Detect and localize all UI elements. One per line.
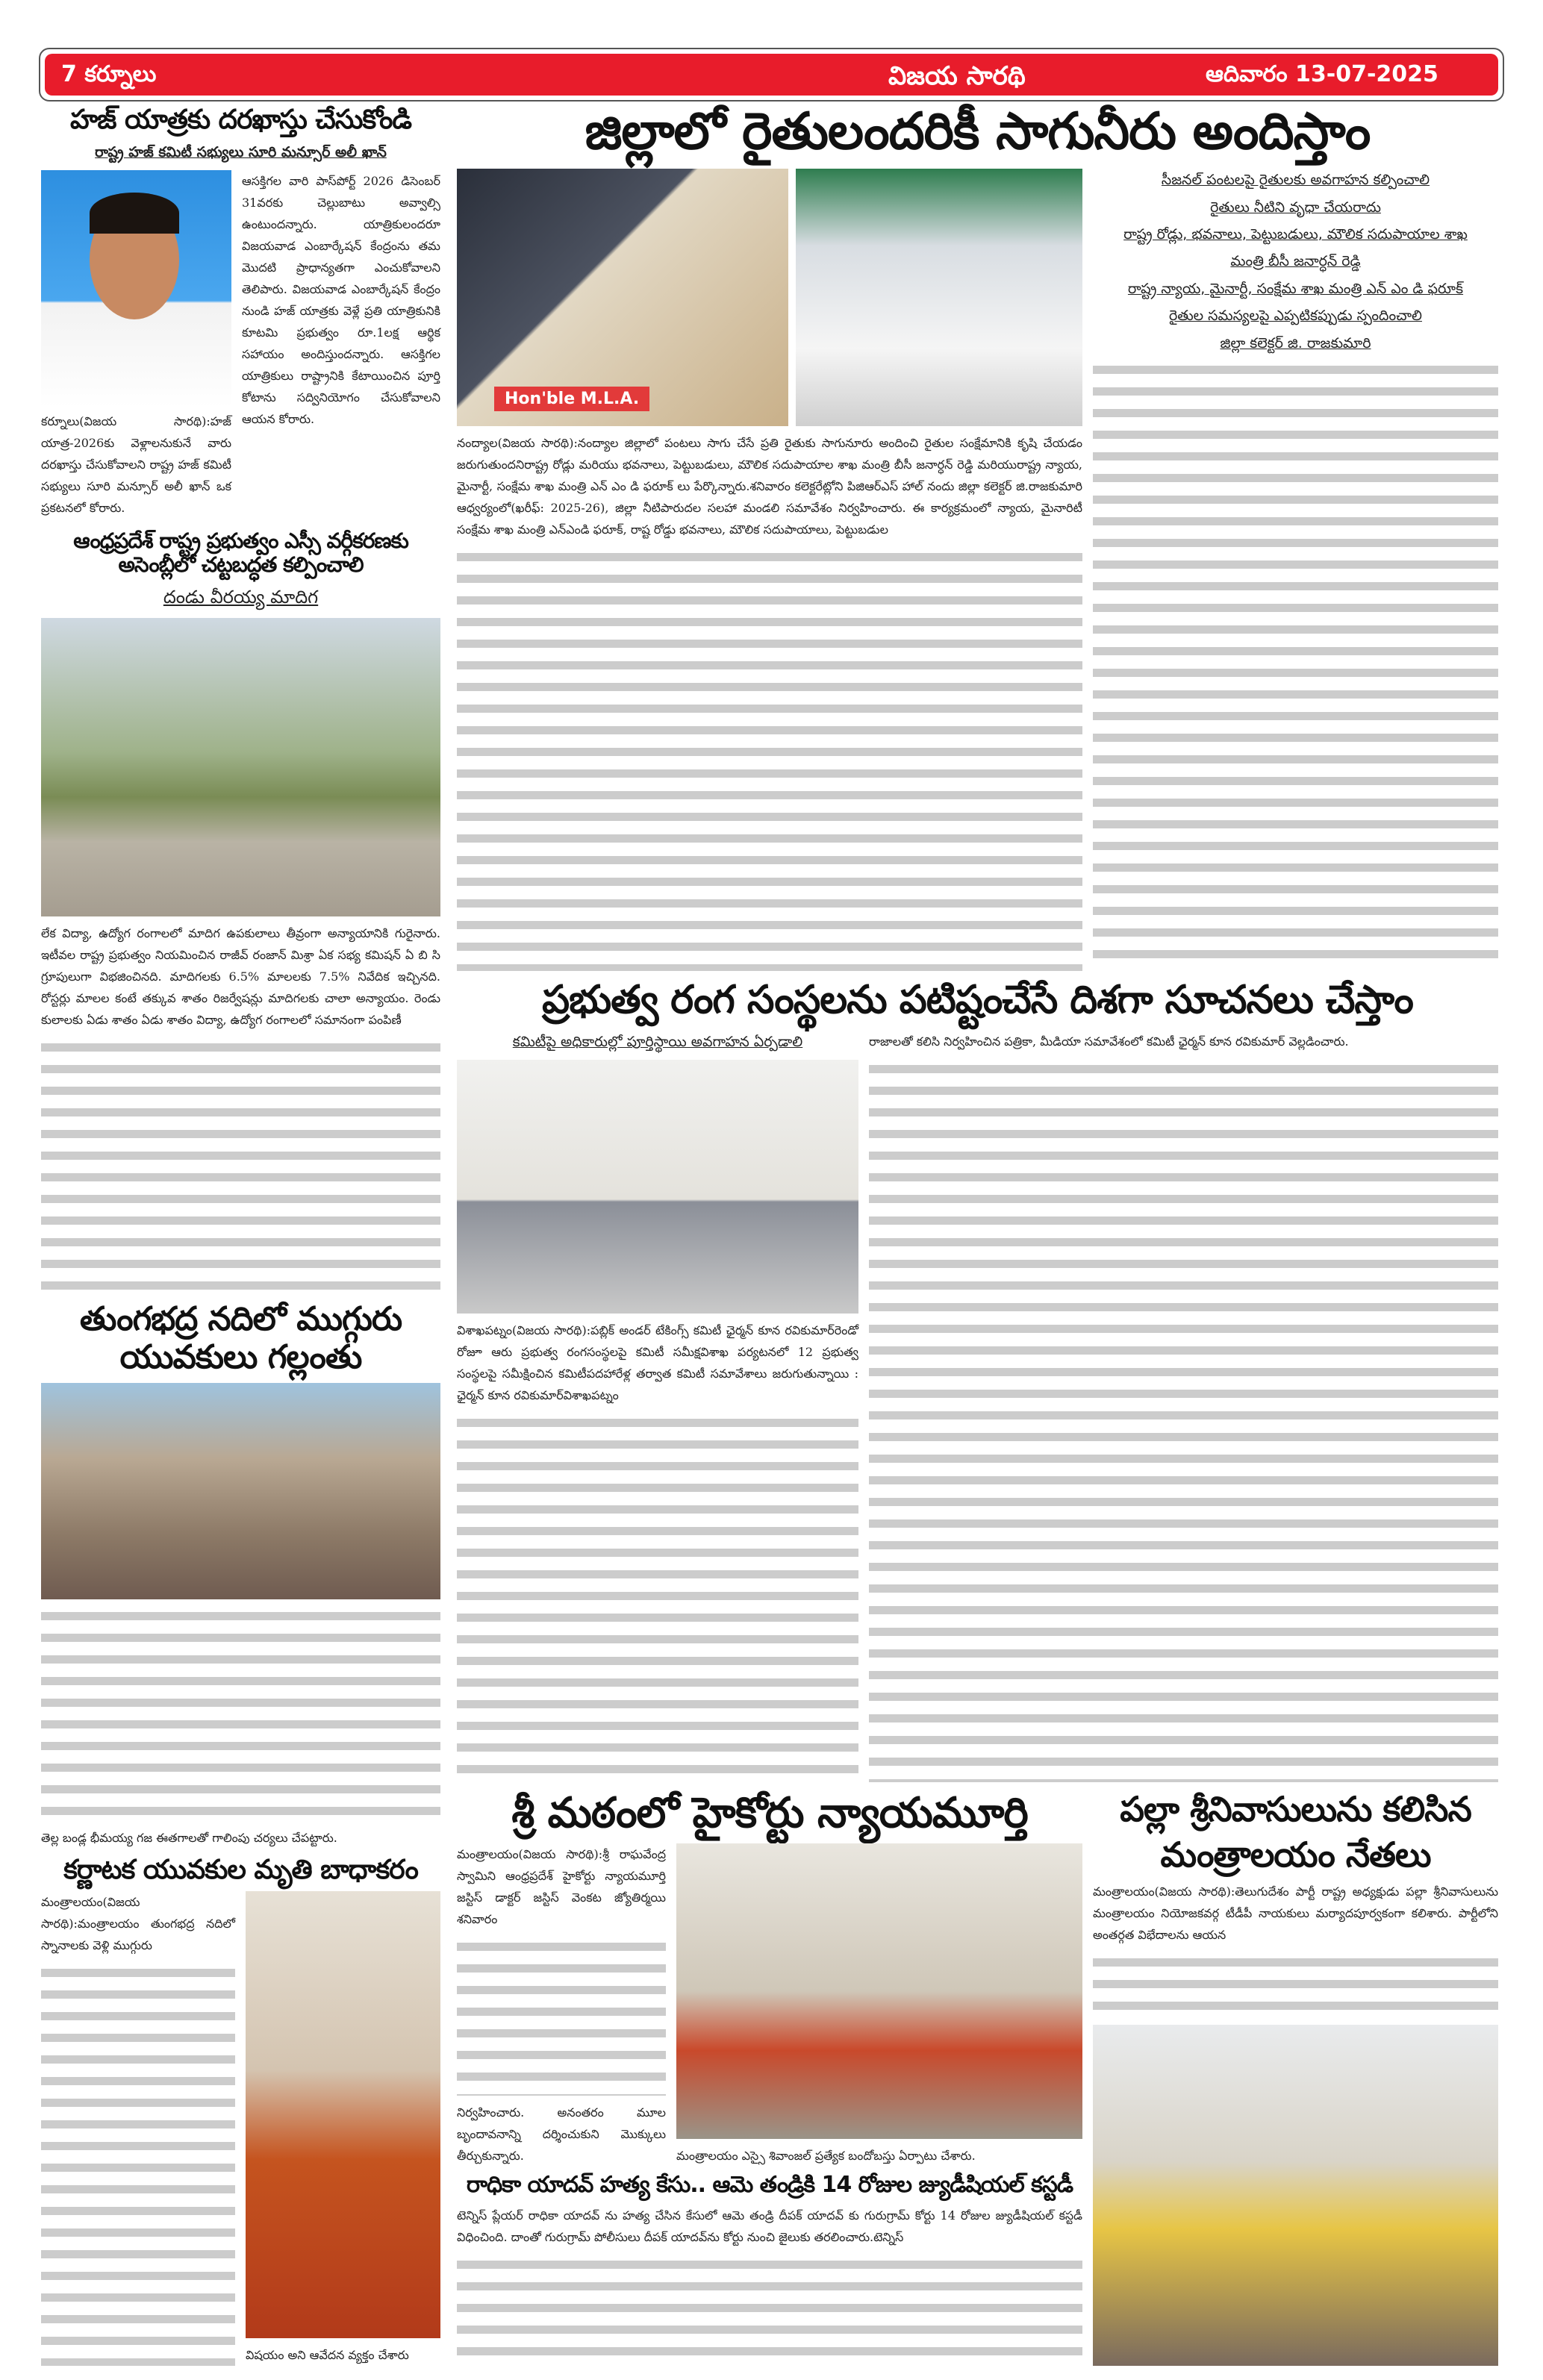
main-body-right-column bbox=[1093, 359, 1498, 971]
sc-subhead: దండు వీరయ్య మాదిగ bbox=[163, 587, 319, 608]
bottom-middle bbox=[457, 1790, 1082, 2366]
main-story-middle bbox=[457, 169, 1082, 971]
pue-right bbox=[869, 1031, 1498, 1782]
mla-nameplate: Hon'ble M.L.A. bbox=[494, 387, 649, 411]
palla-headline-line1: పల్లా శ్రీనివాసులును కలిసిన bbox=[1120, 1788, 1471, 1829]
pue-left bbox=[457, 1031, 858, 1782]
matham-body: మంత్రాలయం(విజయ సారథి):శ్రీ రాఘవేంద్ర స్వామిని ఆంధ్రప్రదేశ్ హైకోర్టు న్యాయమూర్తి జస్టిస్ డాక్టర్ జస్టిస్ వెంకట జ్యోతిర్మయి శనివారం bbox=[457, 1847, 666, 1927]
karnataka-body-end: విషయం అని ఆవేదన వ్యక్తం చేశారు bbox=[246, 2348, 409, 2362]
page-number: 7 కర్నూలు bbox=[61, 61, 157, 87]
haj-body: ఆసక్తిగల వారి పాస్‌పోర్ట్ 2026 డిసెంబర్ 31వరకు చెల్లుబాటు అవ్వాల్సి ఉంటుందన్నారు. యాత్రికులందరూ విజయవాడ ఎంబార్కేషన్ కేంద్రంను తమ మొదటి ప్రాధాన్యతగా ఎంచుకోవాలని తెలిపారు. విజయవాడ ఎంబార్కేషన్ కేంద్రం నుండి హజ్ యాత్రకు వెళ్లే ప్రతి యాత్రికునికి కూటమి ప్రభుత్వం రూ.1లక్ష ఆర్థిక సహాయం అందిస్తుందన్నారు. ఆసక్తిగల యాత్రికులు రాష్ట్రానికి కేటాయించిన పూర్తి కోటాను సద్వినియోగం చేసుకోవాలని ఆయన కోరారు. bbox=[242, 173, 440, 426]
pue-body-right: రాజాలతో కలిసి నిర్వహించిన పత్రికా, మీడియా సమావేశంలో కమిటీ ఛైర్మన్ కూన రవికుమార్ వెల్లడించారు. bbox=[869, 1034, 1349, 1049]
left-column bbox=[41, 104, 440, 2366]
haj-subhead: రాష్ట్ర హజ్ కమిటీ సభ్యులు సూరి మన్సూర్ అలీ ఖాన్ bbox=[95, 144, 387, 161]
karnataka-body: మంత్రాలయం(విజయ సారథి):మంత్రాలయం తుంగభద్ర నదిలో స్నానాలకు వెళ్లి ముగ్గురు bbox=[41, 1895, 235, 1953]
haj-story bbox=[41, 170, 440, 519]
palla-body: మంత్రాలయం(విజయ సారథి):తెలుగుదేశం పార్టీ రాష్ట్ర అధ్యక్షుడు పల్లా శ్రీనివాసులును మంత్రాలయం నియోజకవర్గ టీడీపీ నాయకులు మర్యాదపూర్వకంగా కలిశారు. పార్టీలోని అంతర్గత విభేదాలను ఆయన bbox=[1093, 1884, 1498, 1942]
main-story-right bbox=[1093, 169, 1498, 971]
tungabhadra-photo bbox=[41, 1383, 440, 1599]
tungabhadra-body-end: తెల్ల బండ్ల భీమయ్య గజ ఈతగాలతో గాలింపు చర్యలు చేపట్టారు. bbox=[41, 1830, 337, 1845]
sc-body: లేక విద్యా, ఉద్యోగ రంగాలలో మాదిగ ఉపకులాలు తీవ్రంగా అన్యాయానికి గురైనారు. ఇటీవల రాష్ట్ర ప్రభుత్వం నియమించిన రాజీవ్ రంజాన్ మిశ్రా ఏక సభ్య కమిషన్ ఏ బి సి గ్రూపులుగా విభజించినది. మాదిగలకు 6.5% మాలలకు 7.5% నివేదిక ఇచ్చినది. రోస్టర్లు మాలల కంటే తక్కువ శాతం రిజర్వేషన్లు మాదిగలకు చాలా అన్యాయం. రెండు కులాలకు ఏడు శాతం ఏడు శాతం విద్యా, ఉద్యోగ రంగాలలో సమానంగా పంపిణీ bbox=[41, 925, 440, 1027]
pue-body-right-continued bbox=[869, 1058, 1498, 1782]
karnataka-left bbox=[41, 1891, 235, 2366]
main-subhead: జిల్లా కలెక్టర్ జి. రాజకుమారి bbox=[1220, 334, 1371, 352]
minister-photo bbox=[796, 169, 1082, 426]
masthead-bar bbox=[45, 54, 1498, 96]
matham-story bbox=[457, 1843, 1082, 2167]
palla-body-continued bbox=[1093, 1952, 1498, 2019]
sc-headline: ఆంధ్రప్రదేశ్ రాష్ట్ర ప్రభుత్వం ఎస్సీ వర్గీకరణకు అసెంబ్లీలో చట్టబద్ధత కల్పించాలి bbox=[73, 528, 408, 577]
radhika-body-continued bbox=[457, 2254, 1082, 2366]
pue-press-meet-photo bbox=[457, 1060, 858, 1314]
matham-caption: మంత్రాలయం ఎస్సై శివాంజల్ ప్రత్యేక బందోబస్తు ఏర్పాటు చేశారు. bbox=[676, 2149, 976, 2164]
main-subhead: రైతులు నీటిని వృధా చేయరాదు bbox=[1210, 199, 1381, 216]
pue-body: విశాఖపట్నం(విజయ సారథి):పబ్లిక్ అండర్ టేకింగ్స్ కమిటీ ఛైర్మన్ కూన రవికుమార్‌రెండో రోజూ ఆరు ప్రభుత్వ రంగసంస్థలపై కమిటీ సమీక్షవిశాఖ పర్యటనలో 12 ప్రభుత్వ సంస్థలపై సమీక్షించిన కమిటీపదహారేళ్ల తర్వాత కమిటీ సమావేశాలు జరుగుతున్నాయి : ఛైర్మన్ కూన రవికుమార్‌విశాఖపట్నం bbox=[457, 1322, 858, 1402]
pue-body-continued bbox=[457, 1412, 858, 1782]
center-right-region bbox=[457, 103, 1498, 2366]
matham-body-continued bbox=[457, 1936, 666, 2096]
karnataka-leader-photo bbox=[246, 1891, 440, 2338]
main-headline: జిల్లాలో రైతులందరికీ సాగునీరు అందిస్తాం bbox=[585, 102, 1371, 161]
main-subhead: రాష్ట్ర రోడ్లు, భవనాలు, పెట్టుబడులు, మౌలిక సదుపాయాల శాఖ bbox=[1123, 225, 1468, 243]
main-subhead: మంత్రి బీసీ జనార్ధన్ రెడ్డి bbox=[1230, 253, 1361, 270]
pue-subhead: కమిటీపై అధికారుల్లో పూర్తిస్థాయి అవగాహన ఏర్పడాలి bbox=[512, 1034, 803, 1051]
pue-headline: ప్రభుత్వ రంగ సంస్థలను పటిష్టంచేసే దిశగా సూచనలు చేస్తాం bbox=[542, 978, 1413, 1023]
matham-headline: శ్రీ మఠంలో హైకోర్టు న్యాయమూర్తి bbox=[511, 1788, 1028, 1837]
sc-group-photo bbox=[41, 618, 440, 916]
matham-text bbox=[457, 1843, 666, 2167]
karnataka-right bbox=[246, 1891, 440, 2366]
newspaper-name: విజయ సారథి bbox=[888, 61, 1026, 91]
radhika-body: టెన్నిస్ ప్లేయర్ రాధికా యాదవ్ ను హత్య చేసిన కేసులో ఆమె తండ్రి దీపక్ యాదవ్ కు గురుగ్రామ్ కోర్టు 14 రోజుల జ్యుడీషియల్ కస్టడీ విధించింది. దాంతో గురుగ్రామ్ పోలీసులు దీపక్ యాదవ్‌ను కోర్టు నుంచి జైలుకు తరలించారు.టెన్నిస్ bbox=[457, 2208, 1082, 2244]
main-subhead: రైతుల సమస్యలపై ఎప్పటికప్పుడు స్పందించాలి bbox=[1169, 307, 1422, 325]
issue-date: ఆదివారం 13-07-2025 bbox=[1206, 61, 1438, 87]
bottom-stories bbox=[457, 1790, 1498, 2366]
radhika-headline: రాధికా యాదవ్ హత్య కేసు.. ఆమె తండ్రికి 14 రోజుల జ్యుడీషియల్ కస్టడీ bbox=[466, 2172, 1073, 2199]
haj-member-photo bbox=[41, 170, 231, 407]
matham-media bbox=[676, 1843, 1082, 2167]
haj-caption: కర్నూలు(విజయ సారథి):హజ్ యాత్ర-2026కు వెళ్లాలనుకునే వారు దరఖాస్తు చేసుకోవాలని రాష్ట్ర హజ్ కమిటీ సభ్యులు సూరి మన్సూర్ అలీ ఖాన్ ఒక ప్రకటనలో కోరారు. bbox=[41, 413, 231, 515]
matham-photo bbox=[676, 1843, 1082, 2139]
main-photos bbox=[457, 169, 1082, 426]
pue-story bbox=[457, 1031, 1498, 1782]
karnataka-body-continued bbox=[41, 1962, 235, 2366]
main-story bbox=[457, 169, 1498, 971]
main-subhead: రాష్ట్ర న్యాయ, మైనార్టీ, సంక్షేమ శాఖ మంత్రి ఎన్ ఎం డి ఫరూక్ bbox=[1127, 280, 1464, 297]
karnataka-headline: కర్ణాటక యువకుల మృతి బాధాకరం bbox=[63, 1854, 418, 1885]
main-body-continued bbox=[457, 546, 1082, 971]
tungabhadra-headline: తుంగభద్ర నదిలో ముగ్గురు యువకులు గల్లంతు bbox=[79, 1300, 402, 1377]
palla-headline-line2: మంత్రాలయం నేతలు bbox=[1160, 1834, 1431, 1875]
haj-headline: హజ్ యాత్రకు దరఖాస్తు చేసుకోండి bbox=[69, 104, 412, 135]
main-subhead: సీజనల్ పంటలపై రైతులకు అవగాహన కల్పించాలి bbox=[1161, 172, 1430, 189]
matham-body-end: నిర్వహించారు. అనంతరం మూల బృందావనాన్ని దర్శించుకుని మొక్కులు తీర్చుకున్నారు. bbox=[457, 2105, 666, 2164]
main-body: నంద్యాల(విజయ సారథి):నంద్యాల జిల్లాలో పంటలు సాగు చేసే ప్రతి రైతుకు సాగునూరు అందించి రైతుల సంక్షేమానికి కృషి చేయడం జరుగుతుందనిరాష్ట్ర రోడ్లు మరియు భవనాలు, పెట్టుబడులు, మౌలిక సదుపాయాల శాఖ మంత్రి బీసీ జనార్ధన్ రెడ్డి మరియురాష్ట్ర న్యాయ, మైనార్టీ, సంక్షేమ శాఖ మంత్రి ఎన్ ఎం డి ఫరూక్ లు పేర్కొన్నారు.శనివారం కలెక్టరేట్లోని పిజిఆర్ఎస్ హాల్ నందు జిల్లా కలెక్టర్ జి.రాజకుమారి ఆధ్వర్యంలో(ఖరీఫ్: 2025-26), జిల్లా నీటిపారుదల సలహా మండలి సమావేశం నిర్వహించారు. ఈ కార్యక్రమంలో న్యాయ, మైనారిటీ సంక్షేమ శాఖ మంత్రి ఎన్ఎండి ఫరూక్, రాష్ట రోడ్డు భవనాలు, మౌలిక సదుపాయాలు, పెట్టుబడుల bbox=[457, 436, 1082, 537]
tungabhadra-body bbox=[41, 1605, 440, 1821]
bottom-right bbox=[1093, 1790, 1498, 2366]
sc-body-continued bbox=[41, 1037, 440, 1296]
haj-left bbox=[41, 170, 231, 519]
palla-meeting-photo bbox=[1093, 2025, 1498, 2366]
mla-photo bbox=[457, 169, 788, 426]
karnataka-story bbox=[41, 1891, 440, 2366]
